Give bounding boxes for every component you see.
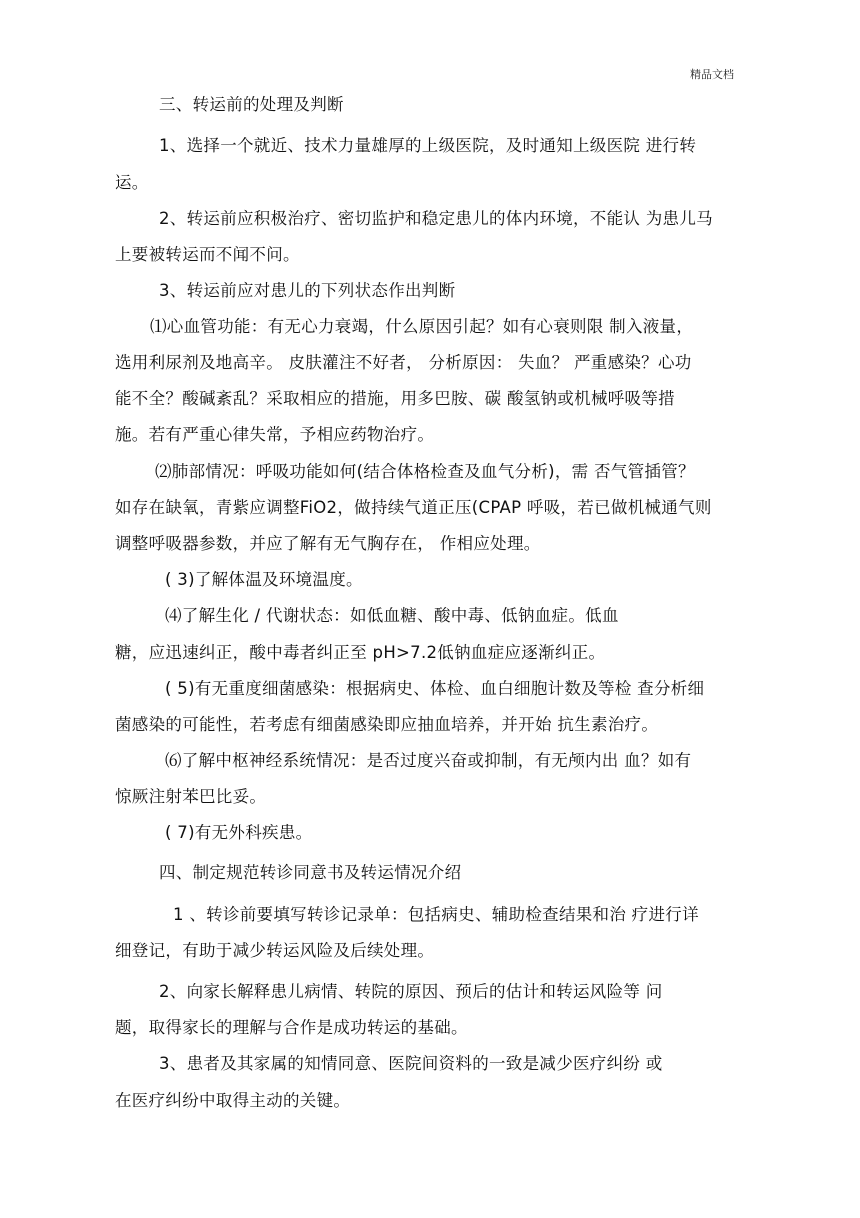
paragraph-line: 题，取得家长的理解与合作是成功转运的基础。 [115,1018,468,1037]
paragraph-line: 糖，应迅速纠正，酸中毒者纠正至 pH>7.2低钠血症应逐渐纠正。 [115,643,606,662]
paragraph-line: 菌感染的可能性，若考虑有细菌感染即应抽血培养，并开始 抗生素治疗。 [115,715,659,734]
paragraph-line: ⑴心血管功能：有无心力衰竭，什么原因引起？如有心衰则限 制入液量， [150,317,694,336]
paragraph-line: 2、转运前应积极治疗、密切监护和稳定患儿的体内环境，不能认 为患儿马 [159,209,713,228]
page-header-label: 精品文档 [690,68,734,81]
paragraph-line: 1、选择一个就近、技术力量雄厚的上级医院，及时通知上级医院 进行转 [159,136,697,155]
paragraph-line: ⑵肺部情况：呼吸功能如何(结合体格检查及血气分析)，需 否气管插管？ [155,462,695,481]
paragraph-line: 惊厥注射苯巴比妥。 [115,787,267,806]
paragraph-line: 1 、转诊前要填写转诊记录单：包括病史、辅助检查结果和治 疗进行详 [173,905,699,924]
section-heading-3: 三、转运前的处理及判断 [159,95,344,114]
paragraph-line: 运。 [115,173,149,192]
paragraph-line: 3、患者及其家属的知情同意、医院间资料的一致是减少医疗纠纷 或 [159,1054,663,1073]
paragraph-line: ⑹了解中枢神经系统情况：是否过度兴奋或抑制，有无颅内出 血？如有 [165,751,692,770]
paragraph-line: ( 7)有无外科疾患。 [165,823,313,842]
paragraph-line: 施。若有严重心律失常，予相应药物治疗。 [115,425,435,444]
paragraph-line: 3、转运前应对患儿的下列状态作出判断 [159,281,456,300]
paragraph-line: ( 3)了解体温及环境温度。 [165,570,363,589]
paragraph-line: 调整呼吸器参数，并应了解有无气胸存在， 作相应处理。 [115,534,541,553]
paragraph-line: 上要被转运而不闻不问。 [115,245,300,264]
paragraph-line: 细登记，有助于减少转运风险及后续处理。 [115,941,435,960]
paragraph-line: 2、向家长解释患儿病情、转院的原因、预后的估计和转运风险等 问 [159,982,663,1001]
paragraph-line: 在医疗纠纷中取得主动的关键。 [115,1091,351,1110]
paragraph-line: 如存在缺氧，青紫应调整FiO2，做持续气道正压(CPAP 呼吸，若已做机械通气则 [115,498,712,517]
paragraph-line: ( 5)有无重度细菌感染：根据病史、体检、血白细胞计数及等检 查分析细 [165,679,705,698]
paragraph-line: 能不全？酸碱紊乱？采取相应的措施，用多巴胺、碳 酸氢钠或机械呼吸等措 [115,389,675,408]
paragraph-line: ⑷了解生化 / 代谢状态：如低血糖、酸中毒、低钠血症。低血 [165,606,619,625]
section-heading-4: 四、制定规范转诊同意书及转运情况介绍 [159,863,462,882]
paragraph-line: 选用利尿剂及地高辛。 皮肤灌注不好者， 分析原因： 失血？ 严重感染？心功 [115,353,692,372]
